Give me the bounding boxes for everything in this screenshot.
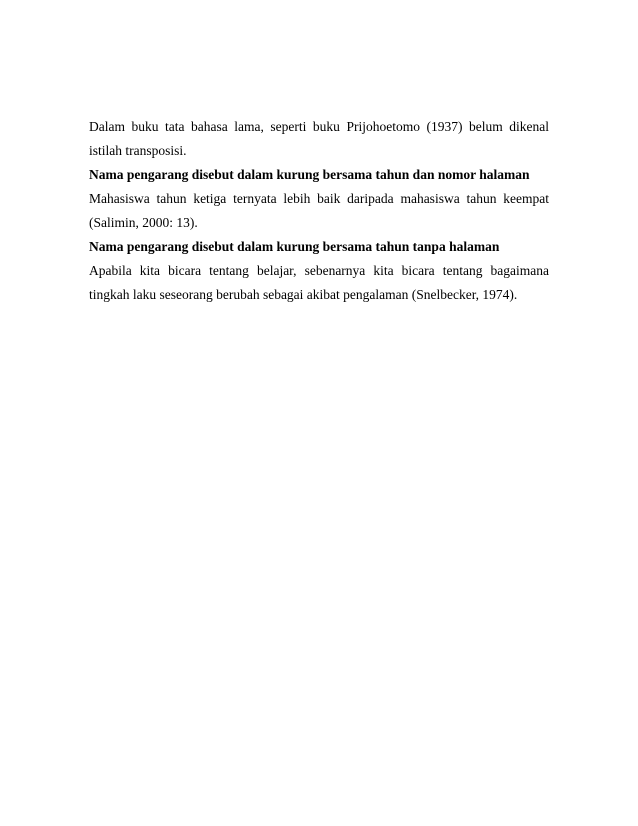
document-body	[89, 115, 549, 307]
body-paragraph-salimin-citation: Mahasiswa tahun ketiga ternyata lebih baik daripada mahasiswa tahun keempat (Salimin, 2000: 13).	[89, 191, 549, 230]
body-paragraph-transposisi: Dalam buku tata bahasa lama, seperti buku Prijohoetomo (1937) belum dikenal istilah transposisi.	[89, 119, 549, 158]
section-heading-without-page: Nama pengarang disebut dalam kurung bersama tahun tanpa halaman	[89, 239, 500, 254]
body-paragraph-snelbecker-citation: Apabila kita bicara tentang belajar, sebenarnya kita bicara tentang bagaimana tingkah laku seseorang berubah sebagai akibat pengalaman (Snelbecker, 1974).	[89, 263, 549, 302]
section-heading-with-page: Nama pengarang disebut dalam kurung bersama tahun dan nomor halaman	[89, 167, 530, 182]
